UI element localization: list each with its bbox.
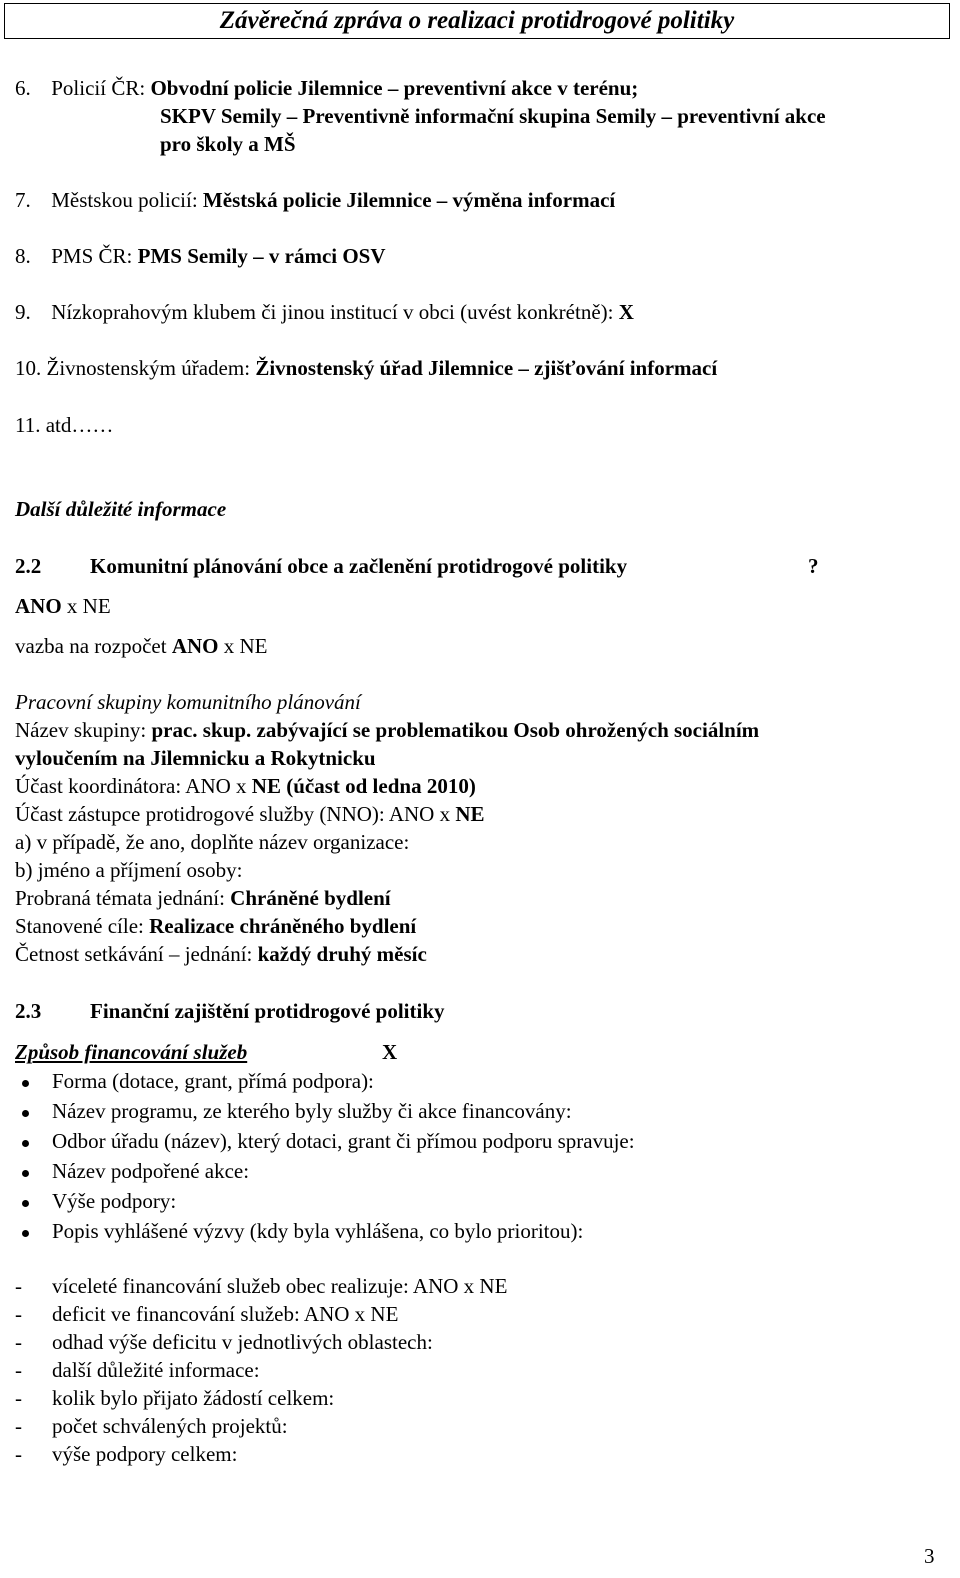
list-item-6-line3: pro školy a MŠ — [160, 132, 296, 156]
dash-marker: - — [15, 1442, 22, 1466]
coordinator-label: Účast koordinátora: ANO x — [15, 774, 247, 798]
bullet-item: Forma (dotace, grant, přímá podpora): — [52, 1069, 374, 1093]
list-item-label: Nízkoprahovým klubem či jinou institucí v obci (uvést konkrétně): — [51, 300, 614, 324]
budget-rest: x NE — [223, 634, 268, 658]
dash-item: deficit ve financování služeb: ANO x NE — [52, 1302, 399, 1326]
list-item-number: 10. — [15, 356, 42, 380]
list-item-value: Živnostenský úřad Jilemnice – zjišťování informací — [255, 356, 718, 380]
topics-line — [15, 886, 391, 911]
nno-line — [15, 802, 485, 827]
ano-ne-line — [15, 594, 111, 619]
list-item-value: Obvodní policie Jilemnice – preventivní akce v terénu; — [150, 76, 639, 100]
working-groups-heading: Pracovní skupiny komunitního plánování — [15, 690, 361, 714]
header-box — [4, 3, 950, 39]
frequency-line — [15, 942, 427, 967]
bullet-item: Popis vyhlášené výzvy (kdy byla vyhlášena, co bylo prioritou): — [52, 1219, 584, 1243]
funding-heading-text: Způsob financování služeb — [15, 1040, 248, 1064]
group-name-label: Název skupiny: — [15, 718, 147, 742]
bullet-dot — [22, 1110, 29, 1117]
list-item-number: 7. — [15, 188, 31, 212]
bullet-dot — [22, 1200, 29, 1207]
page-title: Závěrečná zpráva o realizaci protidrogové politiky — [219, 7, 735, 34]
group-name-line — [15, 718, 759, 743]
dash-item: výše podpory celkem: — [52, 1442, 238, 1466]
dash-item: počet schválených projektů: — [52, 1414, 288, 1438]
list-item-label: PMS ČR: — [51, 244, 133, 268]
bullet-dot — [22, 1140, 29, 1147]
dash-marker: - — [15, 1274, 22, 1298]
list-item-label: atd…… — [45, 413, 114, 437]
bullet-item: Výše podpory: — [52, 1189, 177, 1213]
topics-label: Probraná témata jednání: — [15, 886, 225, 910]
goals-value: Realizace chráněného bydlení — [149, 914, 417, 938]
section-2-2-title: Komunitní plánování obce a začlenění protidrogové politiky — [90, 554, 628, 578]
list-item-6 — [15, 76, 638, 101]
group-name-line2: vyloučením na Jilemnicku a Rokytnicku — [15, 746, 376, 770]
dash-item: odhad výše deficitu v jednotlivých oblastech: — [52, 1330, 433, 1354]
dash-marker: - — [15, 1330, 22, 1354]
person-name-line: b) jméno a příjmení osoby: — [15, 858, 243, 882]
list-item-value: X — [618, 300, 634, 324]
budget-yes: ANO — [171, 634, 219, 658]
topics-value: Chráněné bydlení — [230, 886, 391, 910]
dash-item: další důležité informace: — [52, 1358, 260, 1382]
list-item-value: Městská policie Jilemnice – výměna informací — [202, 188, 616, 212]
frequency-label: Četnost setkávání – jednání: — [15, 942, 253, 966]
bullet-dot — [22, 1170, 29, 1177]
group-name-value: prac. skup. zabývající se problematikou Osob ohrožených sociálním — [151, 718, 760, 742]
list-item-number: 11. — [15, 413, 41, 437]
coordinator-line — [15, 774, 476, 799]
list-item-number: 8. — [15, 244, 31, 268]
dash-marker: - — [15, 1302, 22, 1326]
ano-ne-rest: x NE — [66, 594, 111, 618]
budget-line — [15, 634, 268, 659]
nno-value: NE — [455, 802, 485, 826]
list-item-10 — [15, 356, 717, 381]
dash-item: víceleté financování služeb obec realizuje: ANO x NE — [52, 1274, 508, 1298]
funding-heading — [15, 1040, 247, 1065]
bullet-item: Název podpořené akce: — [52, 1159, 250, 1183]
section-2-2-question-mark: ? — [808, 554, 819, 578]
dash-item: kolik bylo přijato žádostí celkem: — [52, 1386, 335, 1410]
section-2-3-title: Finanční zajištění protidrogové politiky — [90, 999, 445, 1023]
list-item-7 — [15, 188, 615, 213]
page-number: 3 — [924, 1544, 935, 1568]
bullet-dot — [22, 1230, 29, 1237]
goals-line — [15, 914, 416, 939]
org-name-line: a) v případě, že ano, doplňte název organizace: — [15, 830, 410, 854]
more-info-heading: Další důležité informace — [15, 497, 227, 521]
list-item-number: 6. — [15, 76, 31, 100]
frequency-value: každý druhý měsíc — [257, 942, 427, 966]
bullet-dot — [22, 1080, 29, 1087]
list-item-6-line2: SKPV Semily – Preventivně informační skupina Semily – preventivní akce — [160, 104, 826, 128]
section-2-3-number: 2.3 — [15, 999, 42, 1023]
list-item-11 — [15, 413, 113, 438]
dash-marker: - — [15, 1414, 22, 1438]
dash-marker: - — [15, 1358, 22, 1382]
ano-ne-yes: ANO — [15, 594, 62, 618]
list-item-number: 9. — [15, 300, 31, 324]
list-item-8 — [15, 244, 386, 269]
nno-label: Účast zástupce protidrogové služby (NNO): ANO x — [15, 802, 451, 826]
bullet-item: Odbor úřadu (název), který dotaci, grant či přímou podporu spravuje: — [52, 1129, 635, 1153]
dash-marker: - — [15, 1386, 22, 1410]
goals-label: Stanovené cíle: — [15, 914, 144, 938]
funding-mark: X — [382, 1040, 398, 1064]
bullet-item: Název programu, ze kterého byly služby či akce financovány: — [52, 1099, 572, 1123]
coordinator-value: NE (účast od ledna 2010) — [251, 774, 476, 798]
list-item-label: Policií ČR: — [51, 76, 146, 100]
list-item-9 — [15, 300, 634, 325]
section-2-2-number: 2.2 — [15, 554, 42, 578]
list-item-value: PMS Semily – v rámci OSV — [137, 244, 386, 268]
budget-label: vazba na rozpočet — [15, 634, 167, 658]
list-item-label: Městskou policií: — [51, 188, 198, 212]
list-item-label: Živnostenským úřadem: — [46, 356, 251, 380]
